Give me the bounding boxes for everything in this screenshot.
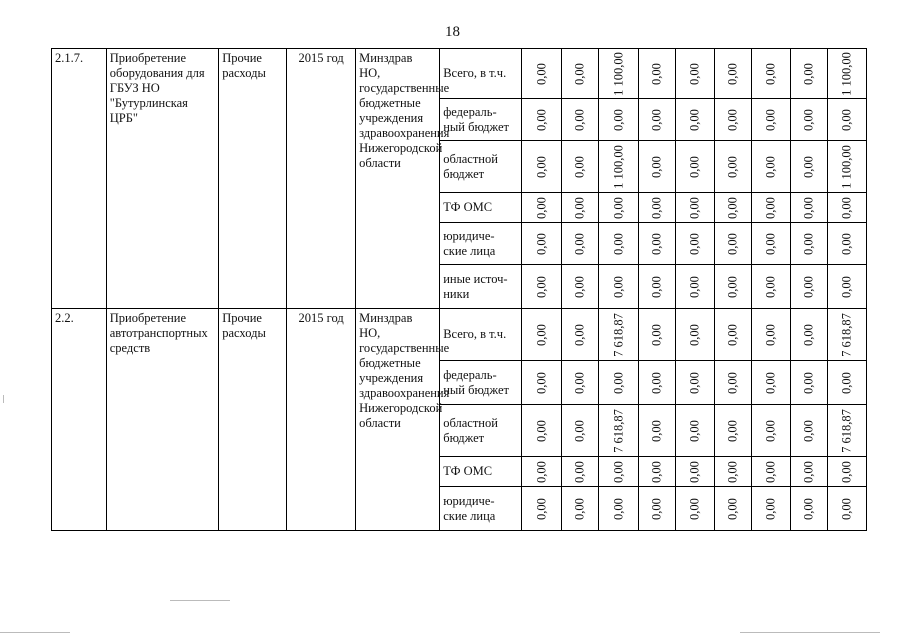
scan-mark xyxy=(0,632,70,633)
value-cell: 0,00 xyxy=(687,275,702,298)
value-cell: 0,00 xyxy=(572,275,587,298)
value-cell: 0,00 xyxy=(572,419,587,442)
table-row xyxy=(52,49,867,99)
value-cell: 0,00 xyxy=(839,108,854,131)
value-cell: 0,00 xyxy=(725,108,740,131)
value-cell: 0,00 xyxy=(611,497,626,520)
value-cell: 0,00 xyxy=(572,232,587,255)
value-cell: 0,00 xyxy=(687,62,702,85)
value-cell: 0,00 xyxy=(572,497,587,520)
value-cell: 0,00 xyxy=(611,275,626,298)
value-cell: 0,00 xyxy=(801,371,816,394)
value-cell: 0,00 xyxy=(534,62,549,85)
budget-table xyxy=(51,48,867,531)
value-cell: 0,00 xyxy=(687,371,702,394)
value-cell: 0,00 xyxy=(763,497,778,520)
value-cell: 0,00 xyxy=(725,419,740,442)
value-cell: 0,00 xyxy=(534,371,549,394)
value-cell: 0,00 xyxy=(763,108,778,131)
value-cell: 0,00 xyxy=(839,460,854,483)
value-cell: 0,00 xyxy=(839,497,854,520)
executor: Минздрав НО, государственные бюджетные учреждения здравоохранения Нижегородской области xyxy=(356,49,440,309)
value-cell: 0,00 xyxy=(572,460,587,483)
value-cell: 0,00 xyxy=(725,196,740,219)
value-cell: 0,00 xyxy=(801,196,816,219)
value-cell: 0,00 xyxy=(687,108,702,131)
value-cell: 0,00 xyxy=(725,371,740,394)
scan-mark xyxy=(740,632,880,633)
period: 2015 год xyxy=(287,49,356,309)
funding-source: областной бюджет xyxy=(440,141,522,193)
value-cell: 0,00 xyxy=(687,196,702,219)
scan-mark xyxy=(3,395,4,403)
table-row xyxy=(52,309,867,361)
value-cell: 0,00 xyxy=(687,497,702,520)
value-cell: 0,00 xyxy=(763,460,778,483)
funding-source: Всего, в т.ч. xyxy=(440,49,522,99)
expense-type: Прочие расходы xyxy=(219,49,287,309)
value-cell: 0,00 xyxy=(763,371,778,394)
value-cell: 0,00 xyxy=(801,232,816,255)
item-name: Приобретение автотранспортных средств xyxy=(106,309,219,531)
value-cell: 0,00 xyxy=(801,155,816,178)
value-cell: 0,00 xyxy=(534,196,549,219)
value-cell: 0,00 xyxy=(725,232,740,255)
value-cell: 0,00 xyxy=(725,497,740,520)
value-cell: 0,00 xyxy=(649,497,664,520)
value-cell: 0,00 xyxy=(534,419,549,442)
value-cell: 0,00 xyxy=(649,371,664,394)
value-cell: 0,00 xyxy=(801,108,816,131)
value-cell: 1 100,00 xyxy=(611,51,626,96)
value-cell: 0,00 xyxy=(649,275,664,298)
value-cell: 0,00 xyxy=(763,232,778,255)
value-cell: 0,00 xyxy=(534,323,549,346)
executor: Минздрав НО, государственные бюджетные учреждения здравоохранения Нижегородской области xyxy=(356,309,440,531)
value-cell: 0,00 xyxy=(611,371,626,394)
value-cell: 0,00 xyxy=(534,108,549,131)
value-cell: 7 618,87 xyxy=(611,408,626,453)
value-cell: 0,00 xyxy=(763,196,778,219)
period: 2015 год xyxy=(287,309,356,531)
value-cell: 0,00 xyxy=(649,323,664,346)
value-cell: 0,00 xyxy=(649,196,664,219)
value-cell: 0,00 xyxy=(763,62,778,85)
value-cell: 0,00 xyxy=(725,155,740,178)
value-cell: 0,00 xyxy=(687,232,702,255)
funding-source: ТФ ОМС xyxy=(440,457,522,487)
funding-source: федераль-ный бюджет xyxy=(440,99,522,141)
funding-source: иные источ-ники xyxy=(440,265,522,309)
value-cell: 0,00 xyxy=(839,275,854,298)
value-cell: 0,00 xyxy=(801,460,816,483)
expense-type: Прочие расходы xyxy=(219,309,287,531)
value-cell: 0,00 xyxy=(687,155,702,178)
value-cell: 0,00 xyxy=(649,232,664,255)
value-cell: 7 618,87 xyxy=(839,312,854,357)
item-code: 2.1.7. xyxy=(52,49,107,309)
value-cell: 0,00 xyxy=(572,371,587,394)
value-cell: 0,00 xyxy=(725,62,740,85)
value-cell: 0,00 xyxy=(801,323,816,346)
item-name: Приобретение оборудования для ГБУЗ НО "Бутурлинская ЦРБ" xyxy=(106,49,219,309)
value-cell: 0,00 xyxy=(839,232,854,255)
value-cell: 0,00 xyxy=(725,460,740,483)
value-cell: 0,00 xyxy=(687,419,702,442)
value-cell: 1 100,00 xyxy=(839,51,854,96)
value-cell: 0,00 xyxy=(572,62,587,85)
value-cell: 0,00 xyxy=(572,155,587,178)
funding-source: юридиче-ские лица xyxy=(440,223,522,265)
value-cell: 0,00 xyxy=(763,323,778,346)
value-cell: 0,00 xyxy=(611,108,626,131)
value-cell: 0,00 xyxy=(572,196,587,219)
page-number: 18 xyxy=(445,24,460,40)
value-cell: 0,00 xyxy=(801,497,816,520)
value-cell: 7 618,87 xyxy=(839,408,854,453)
value-cell: 7 618,87 xyxy=(611,312,626,357)
value-cell: 0,00 xyxy=(611,460,626,483)
value-cell: 0,00 xyxy=(649,108,664,131)
value-cell: 0,00 xyxy=(763,155,778,178)
value-cell: 0,00 xyxy=(687,460,702,483)
value-cell: 0,00 xyxy=(839,371,854,394)
value-cell: 1 100,00 xyxy=(839,144,854,189)
value-cell: 0,00 xyxy=(534,232,549,255)
value-cell: 0,00 xyxy=(725,275,740,298)
value-cell: 0,00 xyxy=(611,196,626,219)
value-cell: 0,00 xyxy=(839,196,854,219)
funding-source: федераль-ный бюджет xyxy=(440,361,522,405)
value-cell: 0,00 xyxy=(611,232,626,255)
value-cell: 0,00 xyxy=(687,323,702,346)
value-cell: 0,00 xyxy=(801,419,816,442)
funding-source: областной бюджет xyxy=(440,405,522,457)
value-cell: 0,00 xyxy=(534,497,549,520)
value-cell: 0,00 xyxy=(763,419,778,442)
scan-mark xyxy=(170,600,230,601)
value-cell: 0,00 xyxy=(534,275,549,298)
value-cell: 0,00 xyxy=(572,323,587,346)
value-cell: 1 100,00 xyxy=(611,144,626,189)
value-cell: 0,00 xyxy=(534,155,549,178)
value-cell: 0,00 xyxy=(801,62,816,85)
value-cell: 0,00 xyxy=(534,460,549,483)
value-cell: 0,00 xyxy=(649,460,664,483)
value-cell: 0,00 xyxy=(649,419,664,442)
value-cell: 0,00 xyxy=(649,62,664,85)
value-cell: 0,00 xyxy=(725,323,740,346)
item-code: 2.2. xyxy=(52,309,107,531)
value-cell: 0,00 xyxy=(763,275,778,298)
funding-source: юридиче-ские лица xyxy=(440,487,522,531)
funding-source: Всего, в т.ч. xyxy=(440,309,522,361)
funding-source: ТФ ОМС xyxy=(440,193,522,223)
value-cell: 0,00 xyxy=(572,108,587,131)
value-cell: 0,00 xyxy=(649,155,664,178)
value-cell: 0,00 xyxy=(801,275,816,298)
